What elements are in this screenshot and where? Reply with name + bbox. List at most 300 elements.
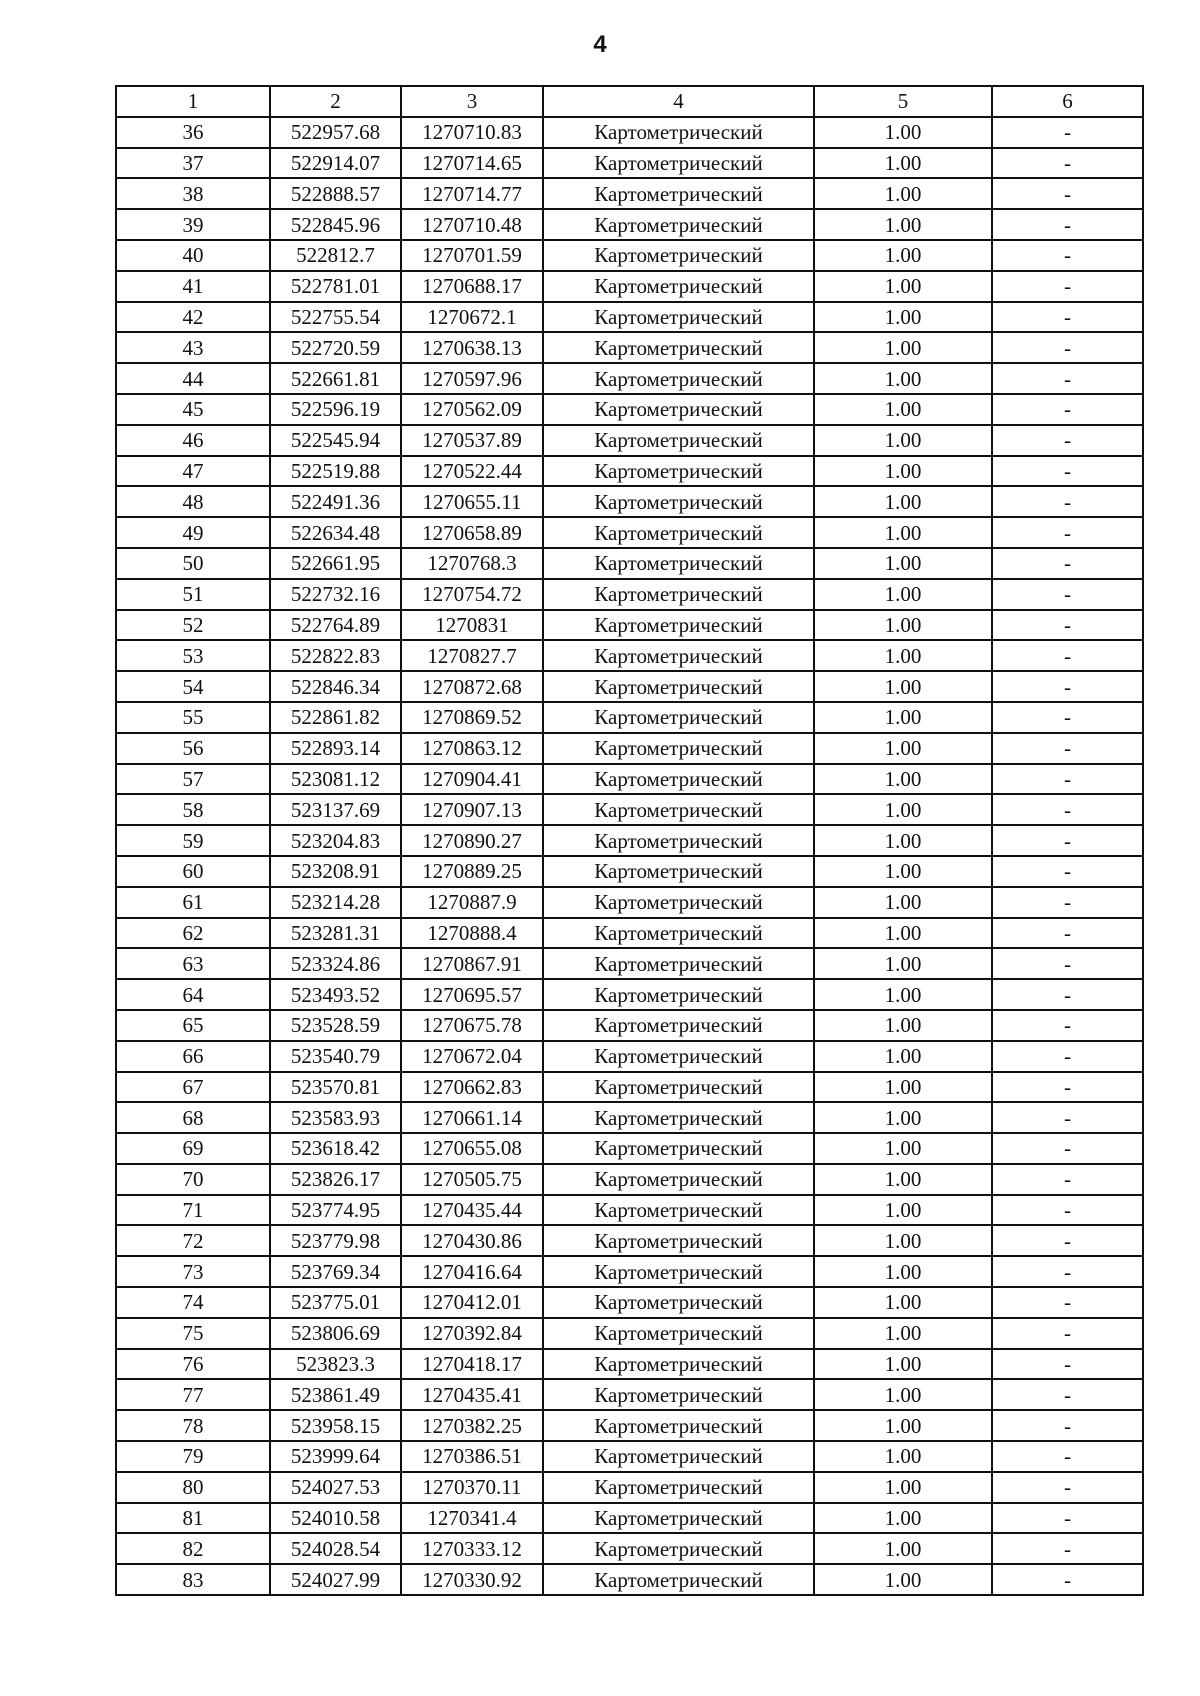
point-number-cell: 74	[116, 1287, 270, 1318]
x-coordinate-cell: 522764.89	[270, 610, 401, 641]
table-row	[116, 1195, 1143, 1226]
description-cell: -	[992, 548, 1143, 579]
x-coordinate-cell: 522957.68	[270, 117, 401, 148]
table-row	[116, 733, 1143, 764]
accuracy-cell: 1.00	[814, 979, 992, 1010]
point-number-cell: 55	[116, 702, 270, 733]
description-cell: -	[992, 1410, 1143, 1441]
y-coordinate-cell: 1270675.78	[401, 1010, 543, 1041]
y-coordinate-cell: 1270889.25	[401, 856, 543, 887]
accuracy-cell: 1.00	[814, 1133, 992, 1164]
description-cell: -	[992, 425, 1143, 456]
accuracy-cell: 1.00	[814, 486, 992, 517]
y-coordinate-cell: 1270695.57	[401, 979, 543, 1010]
method-cell: Картометрический	[543, 794, 814, 825]
table-row	[116, 794, 1143, 825]
description-cell: -	[992, 1379, 1143, 1410]
point-number-cell: 36	[116, 117, 270, 148]
y-coordinate-cell: 1270701.59	[401, 240, 543, 271]
description-cell: -	[992, 579, 1143, 610]
table-row	[116, 332, 1143, 363]
y-coordinate-cell: 1270435.41	[401, 1379, 543, 1410]
x-coordinate-cell: 522634.48	[270, 517, 401, 548]
accuracy-cell: 1.00	[814, 794, 992, 825]
method-cell: Картометрический	[543, 702, 814, 733]
method-cell: Картометрический	[543, 332, 814, 363]
point-number-cell: 61	[116, 887, 270, 918]
y-coordinate-cell: 1270597.96	[401, 363, 543, 394]
description-cell: -	[992, 1072, 1143, 1103]
point-number-cell: 79	[116, 1441, 270, 1472]
description-cell: -	[992, 1472, 1143, 1503]
description-cell: -	[992, 1010, 1143, 1041]
x-coordinate-cell: 524010.58	[270, 1503, 401, 1534]
point-number-cell: 62	[116, 918, 270, 949]
point-number-cell: 80	[116, 1472, 270, 1503]
description-cell: -	[992, 1041, 1143, 1072]
x-coordinate-cell: 523081.12	[270, 764, 401, 795]
point-number-cell: 53	[116, 640, 270, 671]
table-row	[116, 178, 1143, 209]
accuracy-cell: 1.00	[814, 117, 992, 148]
point-number-cell: 57	[116, 764, 270, 795]
point-number-cell: 76	[116, 1349, 270, 1380]
method-cell: Картометрический	[543, 1533, 814, 1564]
accuracy-cell: 1.00	[814, 702, 992, 733]
accuracy-cell: 1.00	[814, 456, 992, 487]
point-number-cell: 38	[116, 178, 270, 209]
y-coordinate-cell: 1270341.4	[401, 1503, 543, 1534]
table-row	[116, 979, 1143, 1010]
point-number-cell: 49	[116, 517, 270, 548]
column-header: 6	[992, 86, 1143, 117]
description-cell: -	[992, 1564, 1143, 1595]
description-cell: -	[992, 363, 1143, 394]
accuracy-cell: 1.00	[814, 1287, 992, 1318]
x-coordinate-cell: 522914.07	[270, 148, 401, 179]
y-coordinate-cell: 1270887.9	[401, 887, 543, 918]
method-cell: Картометрический	[543, 1564, 814, 1595]
table-row	[116, 394, 1143, 425]
y-coordinate-cell: 1270333.12	[401, 1533, 543, 1564]
y-coordinate-cell: 1270672.04	[401, 1041, 543, 1072]
x-coordinate-cell: 523779.98	[270, 1225, 401, 1256]
table-row	[116, 1533, 1143, 1564]
method-cell: Картометрический	[543, 271, 814, 302]
description-cell: -	[992, 640, 1143, 671]
accuracy-cell: 1.00	[814, 764, 992, 795]
accuracy-cell: 1.00	[814, 1318, 992, 1349]
accuracy-cell: 1.00	[814, 1379, 992, 1410]
table-row	[116, 1133, 1143, 1164]
table-row	[116, 425, 1143, 456]
x-coordinate-cell: 523823.3	[270, 1349, 401, 1380]
method-cell: Картометрический	[543, 240, 814, 271]
description-cell: -	[992, 1195, 1143, 1226]
point-number-cell: 72	[116, 1225, 270, 1256]
accuracy-cell: 1.00	[814, 548, 992, 579]
table-row	[116, 1010, 1143, 1041]
table-row	[116, 640, 1143, 671]
table-row	[116, 579, 1143, 610]
x-coordinate-cell: 524027.53	[270, 1472, 401, 1503]
description-cell: -	[992, 671, 1143, 702]
x-coordinate-cell: 523958.15	[270, 1410, 401, 1441]
point-number-cell: 82	[116, 1533, 270, 1564]
description-cell: -	[992, 1533, 1143, 1564]
description-cell: -	[992, 1164, 1143, 1195]
y-coordinate-cell: 1270330.92	[401, 1564, 543, 1595]
y-coordinate-cell: 1270655.11	[401, 486, 543, 517]
accuracy-cell: 1.00	[814, 1164, 992, 1195]
description-cell: -	[992, 979, 1143, 1010]
y-coordinate-cell: 1270672.1	[401, 302, 543, 333]
description-cell: -	[992, 733, 1143, 764]
y-coordinate-cell: 1270658.89	[401, 517, 543, 548]
table-row	[116, 1225, 1143, 1256]
description-cell: -	[992, 794, 1143, 825]
description-cell: -	[992, 887, 1143, 918]
accuracy-cell: 1.00	[814, 610, 992, 641]
x-coordinate-cell: 522720.59	[270, 332, 401, 363]
y-coordinate-cell: 1270392.84	[401, 1318, 543, 1349]
column-header: 4	[543, 86, 814, 117]
table-row	[116, 1472, 1143, 1503]
method-cell: Картометрический	[543, 1010, 814, 1041]
x-coordinate-cell: 522545.94	[270, 425, 401, 456]
accuracy-cell: 1.00	[814, 363, 992, 394]
description-cell: -	[992, 856, 1143, 887]
point-number-cell: 77	[116, 1379, 270, 1410]
table-row	[116, 1072, 1143, 1103]
accuracy-cell: 1.00	[814, 178, 992, 209]
accuracy-cell: 1.00	[814, 1441, 992, 1472]
method-cell: Картометрический	[543, 548, 814, 579]
x-coordinate-cell: 522491.36	[270, 486, 401, 517]
description-cell: -	[992, 1256, 1143, 1287]
x-coordinate-cell: 522661.81	[270, 363, 401, 394]
column-header: 2	[270, 86, 401, 117]
x-coordinate-cell: 523540.79	[270, 1041, 401, 1072]
point-number-cell: 71	[116, 1195, 270, 1226]
method-cell: Картометрический	[543, 178, 814, 209]
y-coordinate-cell: 1270863.12	[401, 733, 543, 764]
method-cell: Картометрический	[543, 1472, 814, 1503]
method-cell: Картометрический	[543, 456, 814, 487]
y-coordinate-cell: 1270754.72	[401, 579, 543, 610]
x-coordinate-cell: 522812.7	[270, 240, 401, 271]
table-row	[116, 702, 1143, 733]
y-coordinate-cell: 1270714.65	[401, 148, 543, 179]
accuracy-cell: 1.00	[814, 1472, 992, 1503]
accuracy-cell: 1.00	[814, 209, 992, 240]
description-cell: -	[992, 764, 1143, 795]
point-number-cell: 65	[116, 1010, 270, 1041]
y-coordinate-cell: 1270537.89	[401, 425, 543, 456]
description-cell: -	[992, 1349, 1143, 1380]
point-number-cell: 66	[116, 1041, 270, 1072]
description-cell: -	[992, 486, 1143, 517]
table-row	[116, 1318, 1143, 1349]
accuracy-cell: 1.00	[814, 1256, 992, 1287]
point-number-cell: 44	[116, 363, 270, 394]
method-cell: Картометрический	[543, 1195, 814, 1226]
table-row	[116, 302, 1143, 333]
method-cell: Картометрический	[543, 1503, 814, 1534]
point-number-cell: 73	[116, 1256, 270, 1287]
method-cell: Картометрический	[543, 148, 814, 179]
point-number-cell: 47	[116, 456, 270, 487]
point-number-cell: 41	[116, 271, 270, 302]
accuracy-cell: 1.00	[814, 1503, 992, 1534]
accuracy-cell: 1.00	[814, 240, 992, 271]
description-cell: -	[992, 1102, 1143, 1133]
x-coordinate-cell: 523769.34	[270, 1256, 401, 1287]
method-cell: Картометрический	[543, 825, 814, 856]
accuracy-cell: 1.00	[814, 1225, 992, 1256]
description-cell: -	[992, 918, 1143, 949]
table-row	[116, 918, 1143, 949]
x-coordinate-cell: 522845.96	[270, 209, 401, 240]
point-number-cell: 59	[116, 825, 270, 856]
accuracy-cell: 1.00	[814, 1349, 992, 1380]
x-coordinate-cell: 523999.64	[270, 1441, 401, 1472]
table-row	[116, 456, 1143, 487]
accuracy-cell: 1.00	[814, 671, 992, 702]
point-number-cell: 83	[116, 1564, 270, 1595]
description-cell: -	[992, 1287, 1143, 1318]
x-coordinate-cell: 522755.54	[270, 302, 401, 333]
accuracy-cell: 1.00	[814, 1010, 992, 1041]
description-cell: -	[992, 271, 1143, 302]
y-coordinate-cell: 1270890.27	[401, 825, 543, 856]
table-row	[116, 517, 1143, 548]
point-number-cell: 70	[116, 1164, 270, 1195]
table-row	[116, 1379, 1143, 1410]
description-cell: -	[992, 1225, 1143, 1256]
point-number-cell: 51	[116, 579, 270, 610]
accuracy-cell: 1.00	[814, 148, 992, 179]
method-cell: Картометрический	[543, 733, 814, 764]
x-coordinate-cell: 523528.59	[270, 1010, 401, 1041]
accuracy-cell: 1.00	[814, 394, 992, 425]
accuracy-cell: 1.00	[814, 271, 992, 302]
accuracy-cell: 1.00	[814, 1072, 992, 1103]
x-coordinate-cell: 522822.83	[270, 640, 401, 671]
method-cell: Картометрический	[543, 764, 814, 795]
accuracy-cell: 1.00	[814, 733, 992, 764]
description-cell: -	[992, 702, 1143, 733]
method-cell: Картометрический	[543, 856, 814, 887]
point-number-cell: 69	[116, 1133, 270, 1164]
table-row	[116, 271, 1143, 302]
accuracy-cell: 1.00	[814, 918, 992, 949]
y-coordinate-cell: 1270386.51	[401, 1441, 543, 1472]
x-coordinate-cell: 522732.16	[270, 579, 401, 610]
x-coordinate-cell: 522661.95	[270, 548, 401, 579]
method-cell: Картометрический	[543, 610, 814, 641]
table-row	[116, 764, 1143, 795]
accuracy-cell: 1.00	[814, 332, 992, 363]
table-row	[116, 1256, 1143, 1287]
x-coordinate-cell: 522846.34	[270, 671, 401, 702]
table-row	[116, 486, 1143, 517]
method-cell: Картометрический	[543, 117, 814, 148]
point-number-cell: 56	[116, 733, 270, 764]
description-cell: -	[992, 394, 1143, 425]
method-cell: Картометрический	[543, 209, 814, 240]
x-coordinate-cell: 524028.54	[270, 1533, 401, 1564]
method-cell: Картометрический	[543, 1164, 814, 1195]
method-cell: Картометрический	[543, 302, 814, 333]
method-cell: Картометрический	[543, 1041, 814, 1072]
y-coordinate-cell: 1270416.64	[401, 1256, 543, 1287]
description-cell: -	[992, 240, 1143, 271]
method-cell: Картометрический	[543, 1379, 814, 1410]
point-number-cell: 50	[116, 548, 270, 579]
method-cell: Картометрический	[543, 1102, 814, 1133]
column-header: 5	[814, 86, 992, 117]
description-cell: -	[992, 209, 1143, 240]
x-coordinate-cell: 523774.95	[270, 1195, 401, 1226]
x-coordinate-cell: 523204.83	[270, 825, 401, 856]
description-cell: -	[992, 332, 1143, 363]
accuracy-cell: 1.00	[814, 640, 992, 671]
x-coordinate-cell: 523826.17	[270, 1164, 401, 1195]
x-coordinate-cell: 523324.86	[270, 948, 401, 979]
y-coordinate-cell: 1270872.68	[401, 671, 543, 702]
point-number-cell: 39	[116, 209, 270, 240]
coordinates-table	[115, 85, 1144, 1596]
column-header: 1	[116, 86, 270, 117]
table-row	[116, 363, 1143, 394]
method-cell: Картометрический	[543, 948, 814, 979]
method-cell: Картометрический	[543, 1287, 814, 1318]
x-coordinate-cell: 524027.99	[270, 1564, 401, 1595]
table-row	[116, 1564, 1143, 1595]
method-cell: Картометрический	[543, 1410, 814, 1441]
table-row	[116, 887, 1143, 918]
accuracy-cell: 1.00	[814, 579, 992, 610]
method-cell: Картометрический	[543, 394, 814, 425]
y-coordinate-cell: 1270768.3	[401, 548, 543, 579]
point-number-cell: 68	[116, 1102, 270, 1133]
accuracy-cell: 1.00	[814, 1564, 992, 1595]
accuracy-cell: 1.00	[814, 1410, 992, 1441]
point-number-cell: 40	[116, 240, 270, 271]
method-cell: Картометрический	[543, 1441, 814, 1472]
y-coordinate-cell: 1270827.7	[401, 640, 543, 671]
x-coordinate-cell: 522781.01	[270, 271, 401, 302]
table-row	[116, 548, 1143, 579]
method-cell: Картометрический	[543, 486, 814, 517]
y-coordinate-cell: 1270710.83	[401, 117, 543, 148]
table-row	[116, 610, 1143, 641]
description-cell: -	[992, 1441, 1143, 1472]
y-coordinate-cell: 1270714.77	[401, 178, 543, 209]
table-row	[116, 1102, 1143, 1133]
description-cell: -	[992, 1318, 1143, 1349]
page-number: 4	[593, 31, 607, 58]
point-number-cell: 48	[116, 486, 270, 517]
x-coordinate-cell: 523281.31	[270, 918, 401, 949]
y-coordinate-cell: 1270435.44	[401, 1195, 543, 1226]
table-body	[116, 117, 1143, 1595]
x-coordinate-cell: 522596.19	[270, 394, 401, 425]
method-cell: Картометрический	[543, 887, 814, 918]
y-coordinate-cell: 1270418.17	[401, 1349, 543, 1380]
y-coordinate-cell: 1270370.11	[401, 1472, 543, 1503]
y-coordinate-cell: 1270888.4	[401, 918, 543, 949]
table-row	[116, 117, 1143, 148]
table-row	[116, 209, 1143, 240]
x-coordinate-cell: 523493.52	[270, 979, 401, 1010]
point-number-cell: 42	[116, 302, 270, 333]
point-number-cell: 43	[116, 332, 270, 363]
point-number-cell: 45	[116, 394, 270, 425]
method-cell: Картометрический	[543, 363, 814, 394]
table-row	[116, 1164, 1143, 1195]
method-cell: Картометрический	[543, 1225, 814, 1256]
y-coordinate-cell: 1270522.44	[401, 456, 543, 487]
point-number-cell: 52	[116, 610, 270, 641]
table-row	[116, 1287, 1143, 1318]
accuracy-cell: 1.00	[814, 1195, 992, 1226]
column-header: 3	[401, 86, 543, 117]
y-coordinate-cell: 1270430.86	[401, 1225, 543, 1256]
point-number-cell: 46	[116, 425, 270, 456]
y-coordinate-cell: 1270505.75	[401, 1164, 543, 1195]
description-cell: -	[992, 610, 1143, 641]
accuracy-cell: 1.00	[814, 517, 992, 548]
y-coordinate-cell: 1270382.25	[401, 1410, 543, 1441]
point-number-cell: 81	[116, 1503, 270, 1534]
y-coordinate-cell: 1270638.13	[401, 332, 543, 363]
point-number-cell: 75	[116, 1318, 270, 1349]
table-row	[116, 1441, 1143, 1472]
x-coordinate-cell: 522893.14	[270, 733, 401, 764]
y-coordinate-cell: 1270412.01	[401, 1287, 543, 1318]
point-number-cell: 54	[116, 671, 270, 702]
description-cell: -	[992, 1133, 1143, 1164]
y-coordinate-cell: 1270904.41	[401, 764, 543, 795]
method-cell: Картометрический	[543, 1072, 814, 1103]
method-cell: Картометрический	[543, 640, 814, 671]
y-coordinate-cell: 1270869.52	[401, 702, 543, 733]
accuracy-cell: 1.00	[814, 302, 992, 333]
y-coordinate-cell: 1270562.09	[401, 394, 543, 425]
method-cell: Картометрический	[543, 671, 814, 702]
y-coordinate-cell: 1270710.48	[401, 209, 543, 240]
x-coordinate-cell: 523208.91	[270, 856, 401, 887]
x-coordinate-cell: 523137.69	[270, 794, 401, 825]
table-row	[116, 240, 1143, 271]
x-coordinate-cell: 522861.82	[270, 702, 401, 733]
table-row	[116, 1349, 1143, 1380]
table-row	[116, 856, 1143, 887]
x-coordinate-cell: 523583.93	[270, 1102, 401, 1133]
point-number-cell: 37	[116, 148, 270, 179]
y-coordinate-cell: 1270661.14	[401, 1102, 543, 1133]
method-cell: Картометрический	[543, 579, 814, 610]
table-row	[116, 1410, 1143, 1441]
method-cell: Картометрический	[543, 1349, 814, 1380]
point-number-cell: 64	[116, 979, 270, 1010]
y-coordinate-cell: 1270831	[401, 610, 543, 641]
description-cell: -	[992, 825, 1143, 856]
x-coordinate-cell: 523214.28	[270, 887, 401, 918]
accuracy-cell: 1.00	[814, 948, 992, 979]
